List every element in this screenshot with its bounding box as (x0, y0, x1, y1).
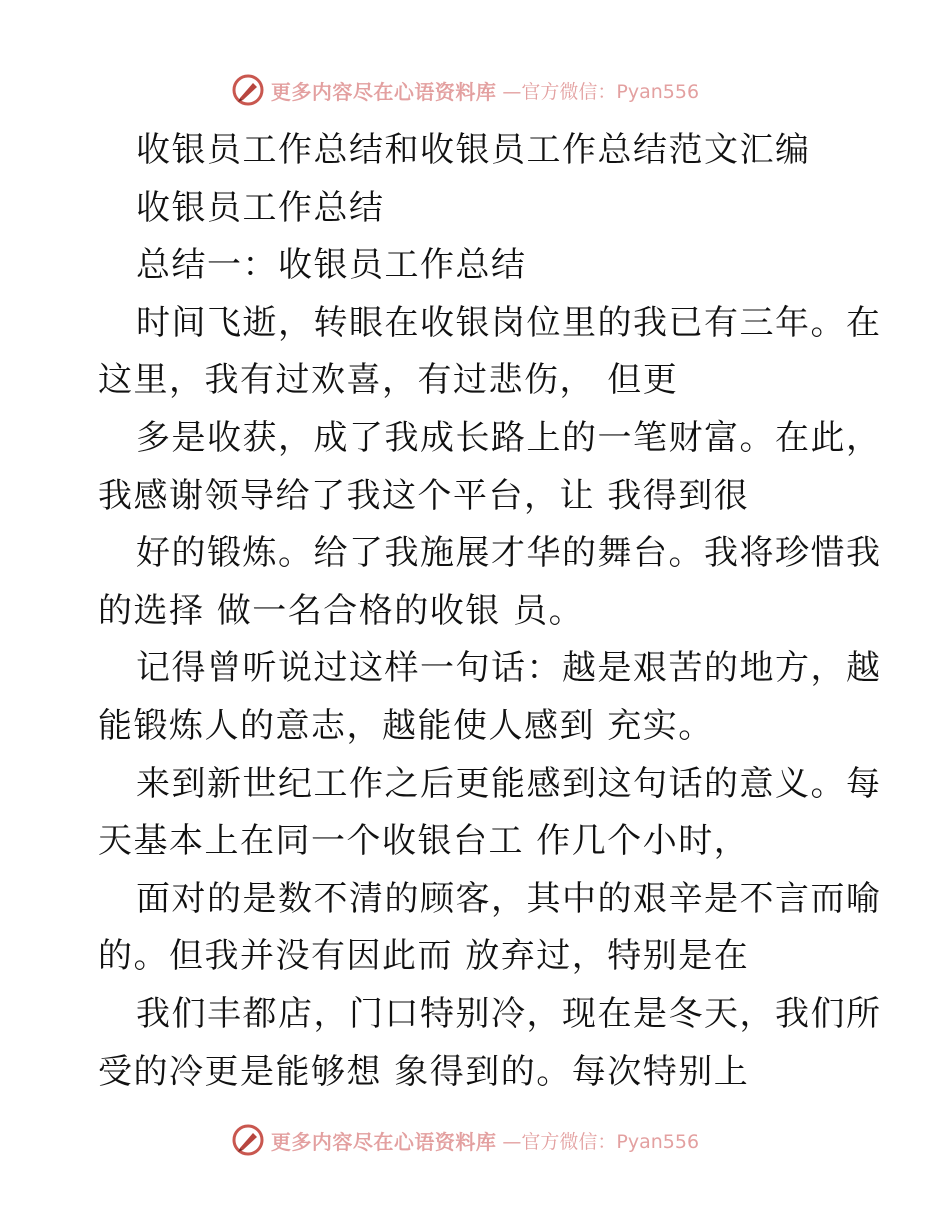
paragraph-line: 多是收获，成了我成长路上的一笔财富。在此， (136, 417, 882, 458)
paragraph-line: 受的冷更是能够想 象得到的。每次特别上 (98, 1051, 750, 1092)
paragraph-line: 来到新世纪工作之后更能感到这句话的意义。每 (136, 763, 882, 804)
paragraph-line: 时间飞逝，转眼在收银岗位里的我已有三年。在 (136, 302, 882, 343)
watermark-text: 更多内容尽在心语资料库 (270, 79, 497, 104)
paragraph-line: 的选择 做一名合格的收银 员。 (98, 590, 585, 631)
paragraph-line: 好的锻炼。给了我施展才华的舞台。我将珍惜我 (136, 533, 882, 574)
pen-nib-logo-icon (231, 1123, 265, 1157)
paragraph-line: 记得曾听说过这样一句话：越是艰苦的地方，越 (136, 648, 882, 689)
document-title: 收银员工作总结和收银员工作总结范文汇编 (136, 130, 811, 170)
header-watermark-banner (0, 70, 950, 110)
paragraph-line: 面对的是数不清的顾客，其中的艰辛是不言而喻 (136, 878, 882, 919)
subsection-heading: 总结一：收银员工作总结 (136, 245, 527, 286)
watermark-contact: —官方微信：Pyan556 (502, 80, 700, 103)
paragraph-line: 我们丰都店，门口特别冷，现在是冬天，我们所 (136, 993, 882, 1034)
document-body (98, 122, 882, 1101)
paragraph-line: 我感谢领导给了我这个平台，让 我得到很 (98, 475, 750, 516)
watermark-contact: —官方微信：Pyan556 (502, 1130, 700, 1153)
footer-watermark-banner (0, 1120, 950, 1160)
paragraph-line: 这里，我有过欢喜，有过悲伤， 但更 (98, 360, 679, 401)
paragraph-line: 能锻炼人的意志，越能使人感到 充实。 (98, 705, 714, 746)
section-heading: 收银员工作总结 (136, 187, 385, 228)
pen-nib-logo-icon (231, 73, 265, 107)
watermark-text: 更多内容尽在心语资料库 (270, 1129, 497, 1154)
paragraph-line: 天基本上在同一个收银台工 作几个小时， (98, 821, 750, 862)
paragraph-line: 的。但我并没有因此而 放弃过，特别是在 (98, 936, 750, 977)
